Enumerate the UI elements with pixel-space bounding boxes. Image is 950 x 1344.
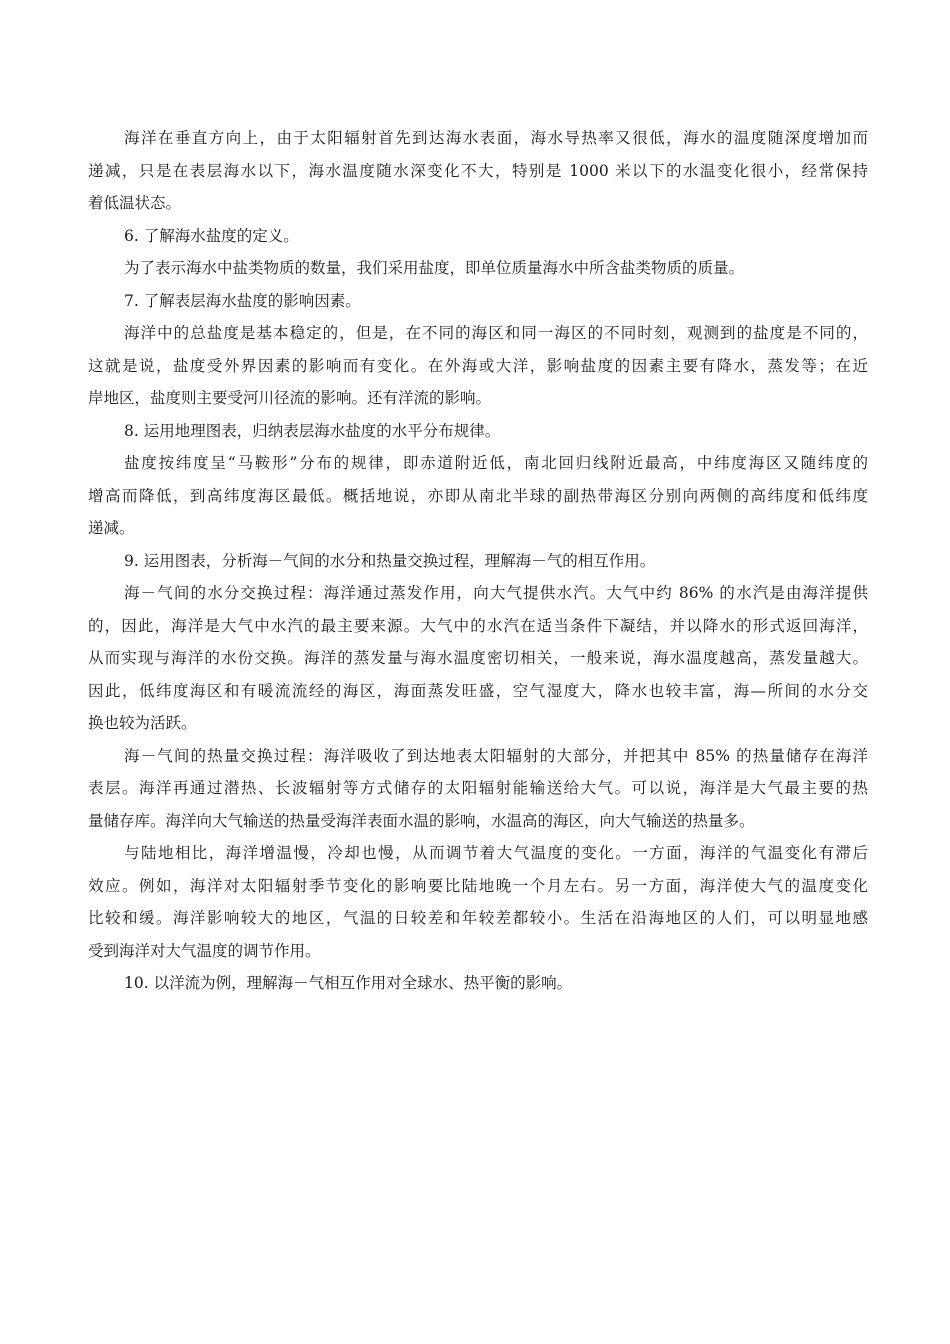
text-line: 岸地区，盐度则主要受河川径流的影响。还有洋流的影响。 <box>88 389 492 407</box>
document-body <box>88 122 868 1000</box>
text-line: 盐度按纬度呈“马鞍形”分布的规律，即赤道附近低，南北回归线附近最高，中纬度海区又随纬度的 <box>124 454 868 472</box>
text-line: 海洋在垂直方向上，由于太阳辐射首先到达海水表面，海水导热率又很低，海水的温度随深度增加而 <box>124 129 868 147</box>
text-line: 比较和缓。海洋影响较大的地区，气温的日较差和年较差都较小。生活在沿海地区的人们，可以明显地感 <box>88 909 868 927</box>
text-line: 增高而降低，到高纬度海区最低。概括地说，亦即从南北半球的副热带海区分别向两侧的高纬度和低纬度 <box>88 486 868 505</box>
text-line: 海洋中的总盐度是基本稳定的，但是，在不同的海区和同一海区的不同时刻，观测到的盐度是不同的， <box>124 324 868 342</box>
text-line: 7. 了解表层海水盐度的影响因素。 <box>124 291 361 310</box>
text-line: 这就是说，盐度受外界因素的影响而有变化。在外海或大洋，影响盐度的因素主要有降水，蒸发等；在近 <box>88 356 868 375</box>
text-line: 因此，低纬度海区和有暖流流经的海区，海面蒸发旺盛，空气湿度大，降水也较丰富，海—所间的水分交 <box>88 681 868 700</box>
text-line: 海－气间的水分交换过程：海洋通过蒸发作用，向大气提供水汽。大气中约 86% 的水汽是由海洋提供 <box>124 584 868 602</box>
text-line: 与陆地相比，海洋增温慢，冷却也慢，从而调节着大气温度的变化。一方面，海洋的气温变化有滞后 <box>124 844 868 862</box>
text-line: 10. 以洋流为例，理解海－气相互作用对全球水、热平衡的影响。 <box>124 974 573 992</box>
text-line: 为了表示海水中盐类物质的数量，我们采用盐度，即单位质量海水中所含盐类物质的质量。 <box>124 259 745 277</box>
text-line: 递减。 <box>88 519 135 537</box>
text-line: 受到海洋对大气温度的调节作用。 <box>88 941 321 960</box>
text-line: 换也较为活跃。 <box>88 714 197 732</box>
text-line: 从而实现与海洋的水份交换。海洋的蒸发量与海水温度密切相关，一般来说，海水温度越高，蒸发量越大。 <box>88 649 868 667</box>
text-line: 着低温状态。 <box>88 194 182 212</box>
text-line: 递减，只是在表层海水以下，海水温度随水深变化不大，特别是 1000 米以下的水温变化很小，经常保持 <box>88 161 868 180</box>
text-line: 效应。例如，海洋对太阳辐射季节变化的影响要比陆地晚一个月左右。另一方面，海洋使大气的温度变化 <box>88 876 868 895</box>
text-line: 量储存库。海洋向大气输送的热量受海洋表面水温的影响，水温高的海区，向大气输送的热量多。 <box>88 811 755 830</box>
text-line: 9. 运用图表，分析海－气间的水分和热量交换过程，理解海－气的相互作用。 <box>124 551 656 570</box>
text-line: 海－气间的热量交换过程：海洋吸收了到达地表太阳辐射的大部分，并把其中 85% 的热量储存在海洋 <box>124 746 868 765</box>
text-line: 表层。海洋再通过潜热、长波辐射等方式储存的太阳辐射能输送给大气。可以说，海洋是大气最主要的热 <box>88 779 868 797</box>
text-line: 6. 了解海水盐度的定义。 <box>124 226 299 245</box>
text-line: 8. 运用地理图表，归纳表层海水盐度的水平分布规律。 <box>124 421 501 440</box>
text-line: 的，因此，海洋是大气中水汽的最主要来源。大气中的水汽在适当条件下凝结，并以降水的形式返回海洋， <box>88 616 868 635</box>
